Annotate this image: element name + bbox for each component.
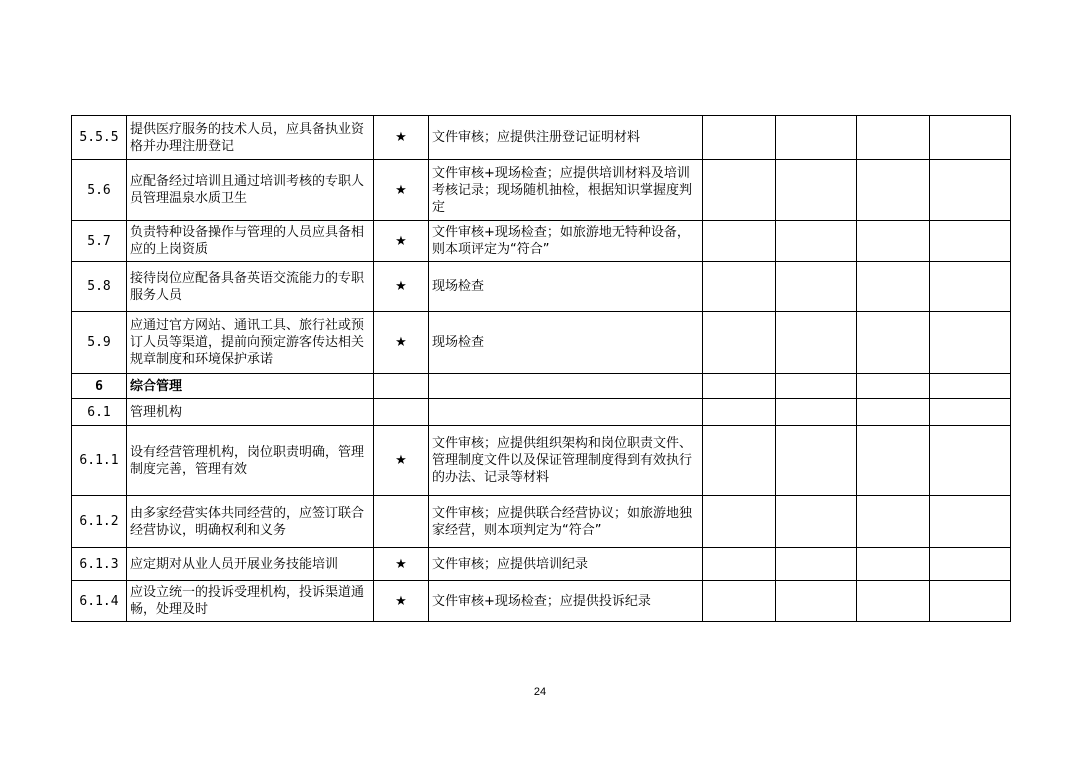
score-cell-1 xyxy=(703,116,776,160)
assessment-method-cell: 文件审核+现场检查；应提供投诉纪录 xyxy=(429,581,703,622)
score-cell-3 xyxy=(857,581,930,622)
remarks-cell xyxy=(930,262,1011,312)
item-number-cell: 5.8 xyxy=(72,262,127,312)
table-row xyxy=(72,496,1011,548)
score-cell-1 xyxy=(703,548,776,581)
remarks-cell xyxy=(930,581,1011,622)
score-cell-2 xyxy=(776,221,857,262)
score-cell-1 xyxy=(703,160,776,221)
requirement-cell: 应配备经过培训且通过培训考核的专职人员管理温泉水质卫生 xyxy=(127,160,374,221)
assessment-method-cell: 文件审核；应提供注册登记证明材料 xyxy=(429,116,703,160)
score-cell-1 xyxy=(703,426,776,496)
score-cell-3 xyxy=(857,312,930,374)
key-item-star-cell xyxy=(374,399,429,426)
score-cell-3 xyxy=(857,160,930,221)
remarks-cell xyxy=(930,426,1011,496)
assessment-method-cell: 文件审核+现场检查；如旅游地无特种设备，则本项评定为“符合” xyxy=(429,221,703,262)
remarks-cell xyxy=(930,374,1011,399)
table-row xyxy=(72,160,1011,221)
score-cell-1 xyxy=(703,399,776,426)
score-cell-3 xyxy=(857,426,930,496)
key-item-star-cell: ★ xyxy=(374,548,429,581)
score-cell-2 xyxy=(776,581,857,622)
table-row xyxy=(72,548,1011,581)
table-row xyxy=(72,221,1011,262)
table-row xyxy=(72,399,1011,426)
score-cell-2 xyxy=(776,496,857,548)
remarks-cell xyxy=(930,496,1011,548)
item-number-cell: 5.9 xyxy=(72,312,127,374)
assessment-method-cell: 文件审核；应提供培训纪录 xyxy=(429,548,703,581)
key-item-star-cell: ★ xyxy=(374,116,429,160)
table-row xyxy=(72,312,1011,374)
assessment-method-cell xyxy=(429,399,703,426)
key-item-star-cell: ★ xyxy=(374,312,429,374)
score-cell-3 xyxy=(857,374,930,399)
key-item-star-cell: ★ xyxy=(374,581,429,622)
item-number-cell: 6.1 xyxy=(72,399,127,426)
score-cell-3 xyxy=(857,221,930,262)
score-cell-1 xyxy=(703,496,776,548)
table-row xyxy=(72,262,1011,312)
key-item-star-cell: ★ xyxy=(374,262,429,312)
assessment-table xyxy=(71,115,1011,622)
score-cell-2 xyxy=(776,312,857,374)
score-cell-1 xyxy=(703,374,776,399)
score-cell-2 xyxy=(776,262,857,312)
remarks-cell xyxy=(930,399,1011,426)
score-cell-3 xyxy=(857,548,930,581)
assessment-method-cell: 现场检查 xyxy=(429,312,703,374)
assessment-method-cell: 现场检查 xyxy=(429,262,703,312)
score-cell-3 xyxy=(857,496,930,548)
score-cell-1 xyxy=(703,221,776,262)
item-number-cell: 6 xyxy=(72,374,127,399)
score-cell-1 xyxy=(703,581,776,622)
requirement-cell: 由多家经营实体共同经营的，应签订联合经营协议，明确权利和义务 xyxy=(127,496,374,548)
item-number-cell: 6.1.1 xyxy=(72,426,127,496)
remarks-cell xyxy=(930,221,1011,262)
requirement-cell: 综合管理 xyxy=(127,374,374,399)
score-cell-2 xyxy=(776,160,857,221)
item-number-cell: 6.1.2 xyxy=(72,496,127,548)
score-cell-1 xyxy=(703,312,776,374)
score-cell-2 xyxy=(776,426,857,496)
requirement-cell: 设有经营管理机构，岗位职责明确，管理制度完善，管理有效 xyxy=(127,426,374,496)
page-number: 24 xyxy=(533,686,547,698)
key-item-star-cell: ★ xyxy=(374,160,429,221)
score-cell-2 xyxy=(776,399,857,426)
score-cell-3 xyxy=(857,399,930,426)
requirement-cell: 提供医疗服务的技术人员，应具备执业资格并办理注册登记 xyxy=(127,116,374,160)
requirement-cell: 负责特种设备操作与管理的人员应具备相应的上岗资质 xyxy=(127,221,374,262)
score-cell-3 xyxy=(857,116,930,160)
item-number-cell: 5.7 xyxy=(72,221,127,262)
key-item-star-cell: ★ xyxy=(374,426,429,496)
score-cell-1 xyxy=(703,262,776,312)
assessment-method-cell: 文件审核；应提供组织架构和岗位职责文件、管理制度文件以及保证管理制度得到有效执行的办法、记录等材料 xyxy=(429,426,703,496)
key-item-star-cell: ★ xyxy=(374,221,429,262)
item-number-cell: 6.1.3 xyxy=(72,548,127,581)
requirement-cell: 应通过官方网站、通讯工具、旅行社或预订人员等渠道，提前向预定游客传达相关规章制度和环境保护承诺 xyxy=(127,312,374,374)
table-row xyxy=(72,581,1011,622)
item-number-cell: 5.5.5 xyxy=(72,116,127,160)
assessment-method-cell: 文件审核；应提供联合经营协议；如旅游地独家经营，则本项判定为“符合” xyxy=(429,496,703,548)
requirement-cell: 应设立统一的投诉受理机构，投诉渠道通畅，处理及时 xyxy=(127,581,374,622)
score-cell-2 xyxy=(776,548,857,581)
requirement-cell: 管理机构 xyxy=(127,399,374,426)
table-row xyxy=(72,426,1011,496)
requirement-cell: 接待岗位应配备具备英语交流能力的专职服务人员 xyxy=(127,262,374,312)
score-cell-2 xyxy=(776,374,857,399)
assessment-method-cell: 文件审核+现场检查；应提供培训材料及培训考核记录；现场随机抽检，根据知识掌握度判定 xyxy=(429,160,703,221)
key-item-star-cell xyxy=(374,374,429,399)
assessment-method-cell xyxy=(429,374,703,399)
remarks-cell xyxy=(930,312,1011,374)
table-row xyxy=(72,116,1011,160)
table-body xyxy=(72,116,1011,622)
table-row xyxy=(72,374,1011,399)
remarks-cell xyxy=(930,548,1011,581)
score-cell-2 xyxy=(776,116,857,160)
item-number-cell: 6.1.4 xyxy=(72,581,127,622)
requirement-cell: 应定期对从业人员开展业务技能培训 xyxy=(127,548,374,581)
remarks-cell xyxy=(930,116,1011,160)
key-item-star-cell xyxy=(374,496,429,548)
item-number-cell: 5.6 xyxy=(72,160,127,221)
remarks-cell xyxy=(930,160,1011,221)
score-cell-3 xyxy=(857,262,930,312)
